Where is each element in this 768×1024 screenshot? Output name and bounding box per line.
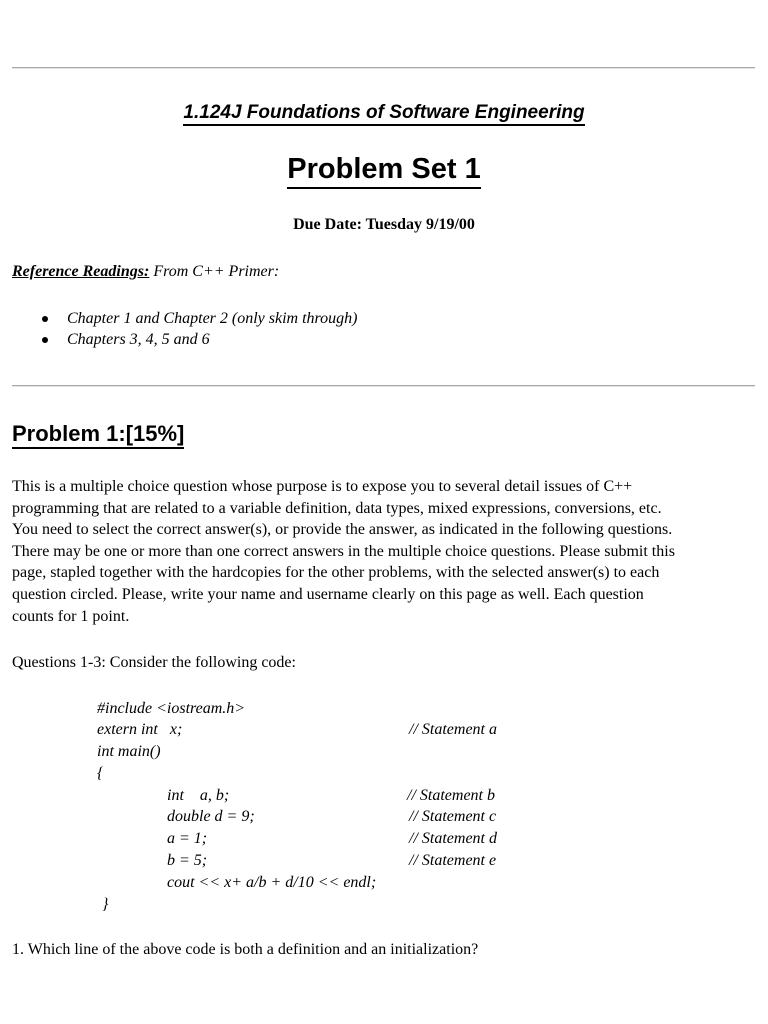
due-date: Due Date: Tuesday 9/19/00 (293, 216, 475, 233)
code-comment-b: // Statement b (407, 787, 495, 804)
intro-line: counts for 1 point. (12, 607, 130, 625)
intro-line: page, stapled together with the hardcopies for the other problems, with the selected answer(s) to each (12, 564, 660, 582)
reference-readings-source: From C++ Primer: (153, 263, 280, 280)
code-line-extern: extern int x; (97, 721, 183, 738)
reference-readings-label: Reference Readings: (12, 263, 150, 280)
intro-line: There may be one or more than one correct answers in the multiple choice questions. Please submit this (12, 542, 675, 560)
code-comment-c: // Statement c (409, 808, 497, 825)
problem-1-intro (12, 476, 764, 627)
intro-line: You need to select the correct answer(s), or provide the answer, as indicated in the following questions. (12, 521, 673, 539)
reading-list (40, 308, 358, 350)
problem-set-title: Problem Set 1 (0, 151, 768, 187)
course-title: 1.124J Foundations of Software Engineering (0, 101, 768, 125)
reference-readings (12, 262, 279, 282)
code-line-decl: int a, b; (167, 787, 230, 804)
code-line-assign-b: b = 5; (167, 852, 208, 869)
code-line-include: #include <iostream.h> (97, 700, 246, 717)
code-line-open-brace: { (97, 765, 104, 782)
bullet-icon (42, 316, 48, 322)
code-line-double: double d = 9; (167, 808, 255, 825)
code-line-close-brace: } (102, 896, 109, 913)
code-comment-a: // Statement a (409, 721, 497, 738)
intro-line: question circled. Please, write your name and username clearly on this page as well. Each question (12, 585, 644, 603)
reading-list-item: Chapters 3, 4, 5 and 6 (40, 329, 358, 350)
problem-1-heading: Problem 1:[15%] (12, 420, 184, 448)
bullet-icon (42, 337, 48, 343)
code-comment-d: // Statement d (409, 830, 497, 847)
code-comment-e: // Statement e (409, 852, 497, 869)
code-line-main: int main() (97, 743, 161, 760)
code-line-assign-a: a = 1; (167, 830, 208, 847)
reading-list-item: Chapter 1 and Chapter 2 (only skim through) (40, 308, 358, 329)
question-1: 1. Which line of the above code is both a definition and an initialization? (12, 941, 479, 958)
questions-lead: Questions 1-3: Consider the following code: (12, 654, 296, 671)
intro-line: programming that are related to a variable definition, data types, mixed expressions, conversions, etc. (12, 499, 662, 517)
top-horizontal-rule (12, 67, 755, 69)
intro-line: This is a multiple choice question whose purpose is to expose you to several detail issues of C++ (12, 478, 633, 495)
section-horizontal-rule (12, 385, 755, 387)
code-line-cout: cout << x+ a/b + d/10 << endl; (167, 874, 377, 891)
